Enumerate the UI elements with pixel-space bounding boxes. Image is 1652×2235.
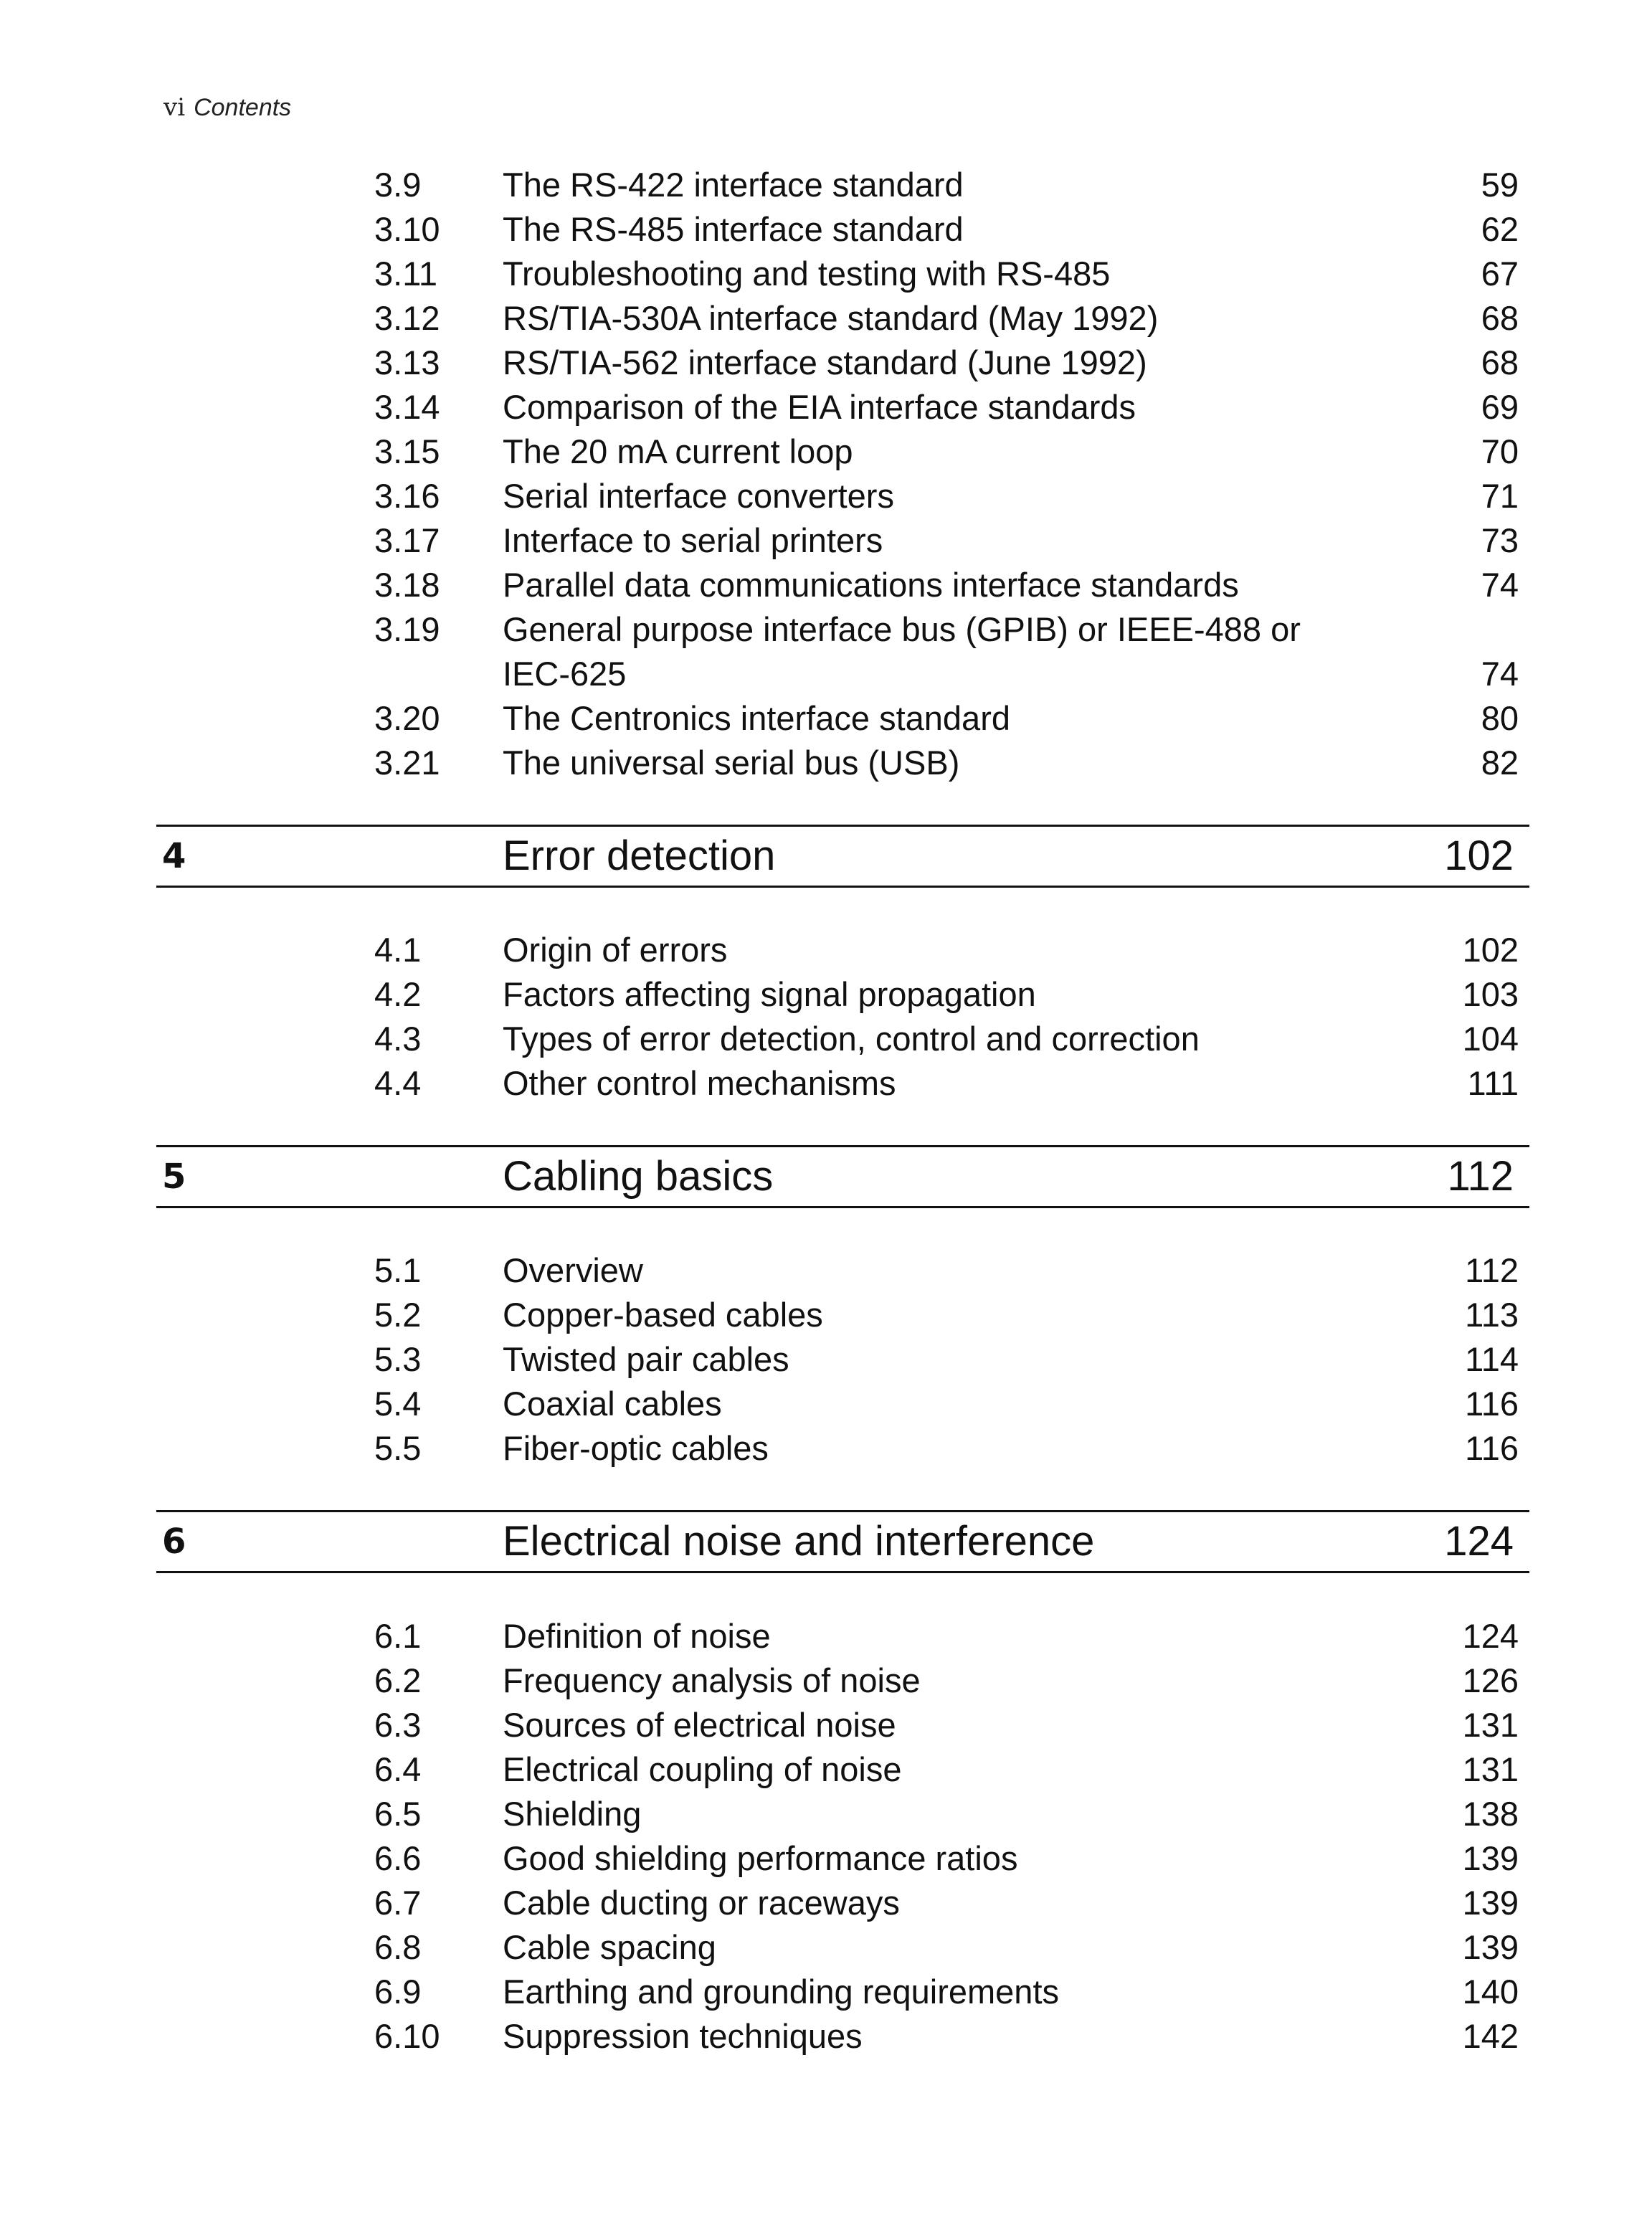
chapter-heading xyxy=(156,1510,1529,1573)
section-page: 74 xyxy=(1481,655,1519,693)
section-title-line-2: IEC-625 xyxy=(503,655,627,693)
section-page: 104 xyxy=(1462,1020,1519,1058)
chapter-title: Cabling basics xyxy=(503,1153,774,1200)
section-title: Fiber-optic cables xyxy=(503,1429,769,1467)
section-title: Comparison of the EIA interface standards xyxy=(503,388,1136,426)
section-page: 74 xyxy=(1481,566,1519,604)
section-number: 3.17 xyxy=(374,521,440,559)
section-number: 3.9 xyxy=(374,166,422,204)
section-number: 6.5 xyxy=(374,1795,422,1833)
section-title: Cable ducting or raceways xyxy=(503,1884,900,1922)
section-number: 3.13 xyxy=(374,343,440,381)
section-number: 6.2 xyxy=(374,1661,422,1699)
section-number: 6.4 xyxy=(374,1750,422,1788)
section-title: Copper-based cables xyxy=(503,1296,823,1334)
section-title: Electrical coupling of noise xyxy=(503,1750,902,1788)
section-title: Troubleshooting and testing with RS-485 xyxy=(503,255,1111,293)
section-page: 82 xyxy=(1481,744,1519,782)
section-page: 131 xyxy=(1462,1706,1519,1744)
chapter-number: 5 xyxy=(162,1157,185,1197)
section-number: 5.2 xyxy=(374,1296,422,1334)
section-number: 4.2 xyxy=(374,975,422,1013)
section-number: 3.20 xyxy=(374,699,440,737)
chapter-page: 124 xyxy=(1444,1518,1514,1565)
section-page: 111 xyxy=(1467,1064,1519,1102)
section-title: The 20 mA current loop xyxy=(503,432,853,470)
toc-entry xyxy=(0,696,1652,741)
section-number: 4.1 xyxy=(374,931,422,969)
section-title: The RS-485 interface standard xyxy=(503,210,964,248)
section-page: 68 xyxy=(1481,299,1519,337)
chapter-number: 6 xyxy=(162,1522,185,1562)
section-page: 140 xyxy=(1462,1973,1519,2011)
section-title: Coaxial cables xyxy=(503,1385,722,1423)
toc-entry xyxy=(0,1881,1652,1925)
section-title: Earthing and grounding requirements xyxy=(503,1973,1060,2011)
section-page: 116 xyxy=(1465,1385,1519,1423)
section-page: 139 xyxy=(1462,1928,1519,1966)
section-page: 142 xyxy=(1462,2017,1519,2055)
chapter-page: 102 xyxy=(1444,832,1514,879)
toc-entry xyxy=(0,1836,1652,1881)
toc-entry xyxy=(0,1747,1652,1792)
running-head-title: Contents xyxy=(194,94,292,121)
section-number: 6.8 xyxy=(374,1928,422,1966)
toc-entry xyxy=(0,2014,1652,2059)
section-title: Sources of electrical noise xyxy=(503,1706,896,1744)
section-page: 102 xyxy=(1462,931,1519,969)
section-page: 138 xyxy=(1462,1795,1519,1833)
section-title: The Centronics interface standard xyxy=(503,699,1010,737)
section-title: Overview xyxy=(503,1251,643,1289)
section-number: 6.7 xyxy=(374,1884,422,1922)
section-page: 59 xyxy=(1481,166,1519,204)
section-number: 4.4 xyxy=(374,1064,422,1102)
section-page: 113 xyxy=(1465,1296,1519,1334)
section-number: 3.19 xyxy=(374,610,440,648)
section-page: 114 xyxy=(1465,1340,1519,1378)
section-page: 116 xyxy=(1465,1429,1519,1467)
toc-entry xyxy=(0,1426,1652,1471)
section-page: 70 xyxy=(1481,432,1519,470)
toc-entry xyxy=(0,607,1652,696)
section-number: 3.16 xyxy=(374,477,440,515)
section-title: Good shielding performance ratios xyxy=(503,1839,1018,1877)
toc-entry xyxy=(0,518,1652,563)
section-number: 3.14 xyxy=(374,388,440,426)
toc-entry xyxy=(0,385,1652,430)
section-page: 67 xyxy=(1481,255,1519,293)
chapter-title: Electrical noise and interference xyxy=(503,1518,1095,1565)
section-page: 71 xyxy=(1481,477,1519,515)
section-title: Definition of noise xyxy=(503,1617,771,1655)
toc-entry xyxy=(0,474,1652,518)
toc-entry xyxy=(0,430,1652,474)
section-number: 6.3 xyxy=(374,1706,422,1744)
toc-entry xyxy=(0,1792,1652,1836)
section-title: Types of error detection, control and correction xyxy=(503,1020,1200,1058)
section-title: Twisted pair cables xyxy=(503,1340,789,1378)
toc-entry xyxy=(0,1703,1652,1747)
section-title: Origin of errors xyxy=(503,931,728,969)
section-number: 3.11 xyxy=(374,255,437,293)
section-title: Suppression techniques xyxy=(503,2017,863,2055)
section-title: Other control mechanisms xyxy=(503,1064,896,1102)
section-title: Serial interface converters xyxy=(503,477,894,515)
toc-entry xyxy=(0,1970,1652,2014)
section-number: 5.4 xyxy=(374,1385,422,1423)
section-page: 73 xyxy=(1481,521,1519,559)
toc-entry xyxy=(0,928,1652,972)
toc-entry xyxy=(0,1614,1652,1659)
chapter-page: 112 xyxy=(1447,1153,1514,1200)
section-title: Interface to serial printers xyxy=(503,521,883,559)
section-title: Factors affecting signal propagation xyxy=(503,975,1036,1013)
running-head xyxy=(163,93,291,122)
toc-entry xyxy=(0,207,1652,252)
toc-entry xyxy=(0,563,1652,607)
toc-entry xyxy=(0,1248,1652,1293)
section-page: 69 xyxy=(1481,388,1519,426)
section-title: Shielding xyxy=(503,1795,642,1833)
section-page: 139 xyxy=(1462,1839,1519,1877)
section-number: 3.12 xyxy=(374,299,440,337)
section-title: The RS-422 interface standard xyxy=(503,166,964,204)
section-number: 5.3 xyxy=(374,1340,422,1378)
running-head-page-number: vi xyxy=(163,93,186,122)
section-title: Frequency analysis of noise xyxy=(503,1661,921,1699)
section-number: 5.5 xyxy=(374,1429,422,1467)
section-number: 6.6 xyxy=(374,1839,422,1877)
section-number: 4.3 xyxy=(374,1020,422,1058)
section-page: 131 xyxy=(1462,1750,1519,1788)
section-number: 3.21 xyxy=(374,744,440,782)
section-page: 112 xyxy=(1465,1251,1519,1289)
toc-entry xyxy=(0,163,1652,207)
section-title-line-1: General purpose interface bus (GPIB) or IEEE-488 or xyxy=(503,610,1301,648)
toc-entry xyxy=(0,1382,1652,1426)
section-page: 124 xyxy=(1462,1617,1519,1655)
toc-entry xyxy=(0,1293,1652,1337)
section-number: 3.18 xyxy=(374,566,440,604)
section-page: 103 xyxy=(1462,975,1519,1013)
section-number: 6.10 xyxy=(374,2017,440,2055)
chapter-number: 4 xyxy=(162,836,185,876)
section-number: 6.9 xyxy=(374,1973,422,2011)
section-page: 62 xyxy=(1481,210,1519,248)
toc-entry xyxy=(0,972,1652,1017)
toc-entry xyxy=(0,1337,1652,1382)
toc-entry xyxy=(0,341,1652,385)
section-title: Parallel data communications interface standards xyxy=(503,566,1239,604)
toc-entry xyxy=(0,1017,1652,1061)
section-page: 80 xyxy=(1481,699,1519,737)
section-title: The universal serial bus (USB) xyxy=(503,744,960,782)
section-title: Cable spacing xyxy=(503,1928,716,1966)
section-page: 68 xyxy=(1481,343,1519,381)
section-title: RS/TIA-562 interface standard (June 1992) xyxy=(503,343,1147,381)
section-number: 6.1 xyxy=(374,1617,422,1655)
section-number: 3.10 xyxy=(374,210,440,248)
chapter-heading xyxy=(156,1145,1529,1208)
section-title: RS/TIA-530A interface standard (May 1992) xyxy=(503,299,1159,337)
section-title xyxy=(503,607,1301,696)
section-page: 139 xyxy=(1462,1884,1519,1922)
toc-entry xyxy=(0,252,1652,296)
section-number: 5.1 xyxy=(374,1251,422,1289)
section-page: 126 xyxy=(1462,1661,1519,1699)
toc-entry xyxy=(0,296,1652,341)
toc-entry xyxy=(0,1659,1652,1703)
section-number: 3.15 xyxy=(374,432,440,470)
toc-entry xyxy=(0,741,1652,785)
toc-entry xyxy=(0,1925,1652,1970)
toc-entry xyxy=(0,1061,1652,1106)
chapter-heading xyxy=(156,825,1529,888)
chapter-title: Error detection xyxy=(503,832,776,879)
